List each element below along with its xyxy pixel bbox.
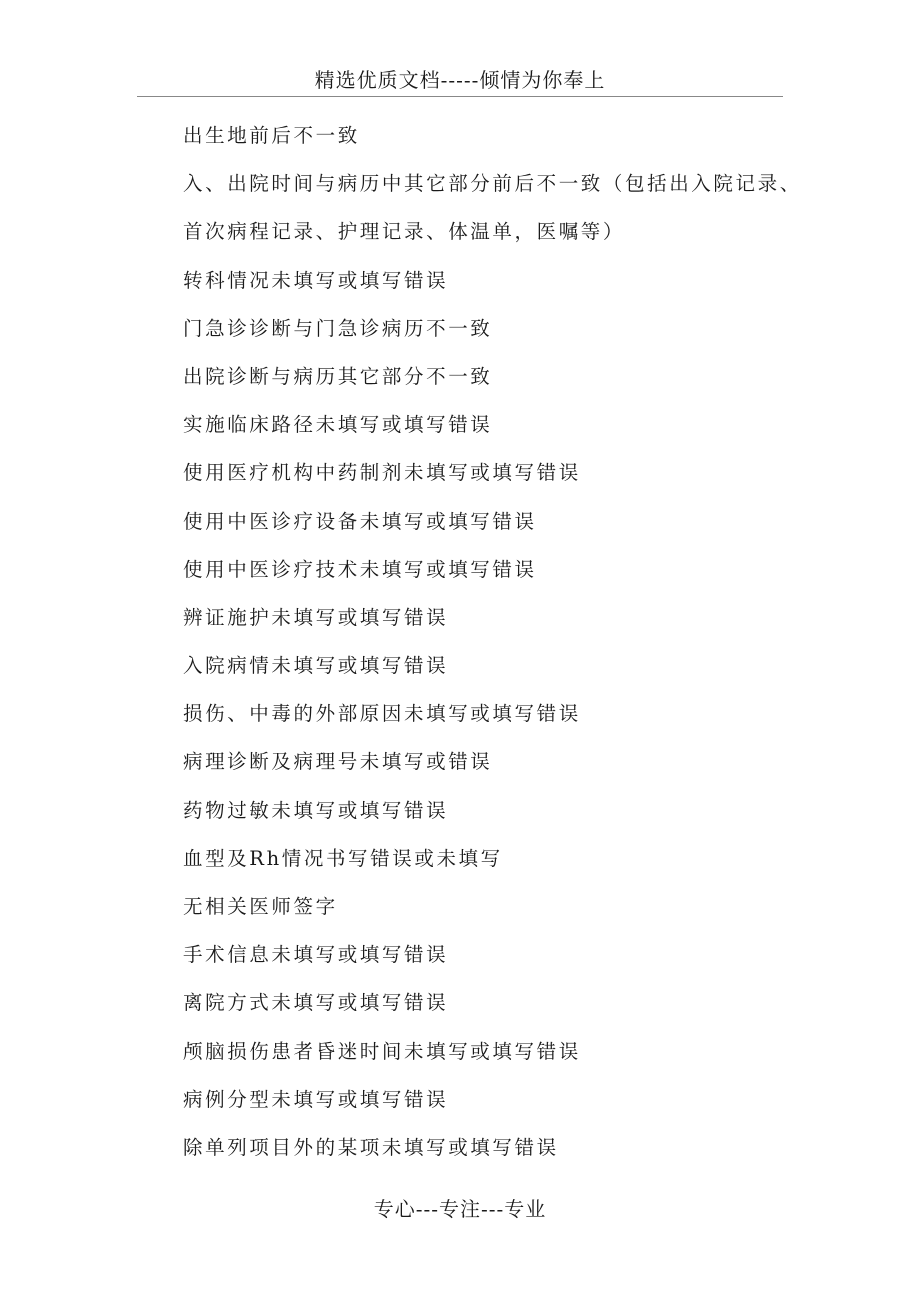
text-line: 首次病程记录、护理记录、体温单，医嘱等） [183,220,626,244]
text-line: 辨证施护未填写或填写错误 [183,605,449,629]
text-line: 病理诊断及病理号未填写或错误 [183,750,493,774]
header-divider [137,96,783,97]
text-line: 颅脑损伤患者昏迷时间未填写或填写错误 [183,1039,581,1063]
page-footer: 专心---专注---专业 [373,1197,547,1221]
text-line: 使用医疗机构中药制剂未填写或填写错误 [183,461,581,485]
text-line: 血型及Rh情况书写错误或未填写 [183,846,503,870]
page-header: 精选优质文档-----倾情为你奉上 [314,68,606,92]
text-line: 出生地前后不一致 [183,124,360,147]
text-line: 病例分型未填写或填写错误 [183,1087,449,1111]
text-line: 离院方式未填写或填写错误 [183,991,449,1015]
text-line: 药物过敏未填写或填写错误 [183,798,449,822]
text-line: 除单列项目外的某项未填写或填写错误 [183,1135,559,1159]
text-line: 转科情况未填写或填写错误 [183,268,449,292]
text-line: 损伤、中毒的外部原因未填写或填写错误 [183,702,581,726]
text-line: 门急诊诊断与门急诊病历不一致 [183,316,493,340]
text-line: 入院病情未填写或填写错误 [183,654,449,678]
text-line: 无相关医师签字 [183,895,338,918]
text-line: 使用中医诊疗设备未填写或填写错误 [183,509,537,533]
text-line: 使用中医诊疗技术未填写或填写错误 [183,557,537,581]
document-body [183,116,803,1176]
text-line: 出院诊断与病历其它部分不一致 [183,364,493,388]
text-line: 入、出院时间与病历中其它部分前后不一致（包括出入院记录、 [183,172,802,196]
text-line: 手术信息未填写或填写错误 [183,943,449,967]
text-line: 实施临床路径未填写或填写错误 [183,413,493,437]
